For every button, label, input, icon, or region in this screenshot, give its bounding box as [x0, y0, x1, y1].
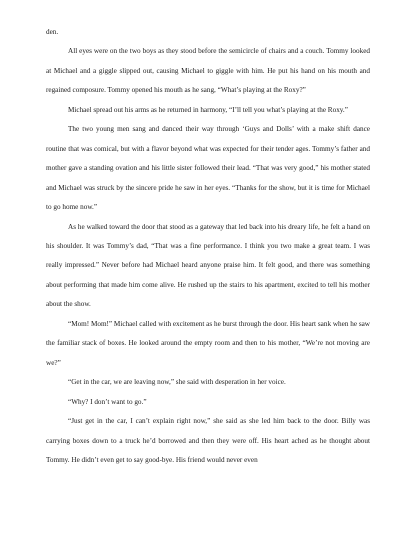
paragraph-continuation: den. — [46, 28, 59, 36]
paragraph: The two young men sang and danced their way through ‘Guys and Dolls’ with a make shift dance routine that was comical, but with a flavor beyond what was expected for their tender ages. Tommy’s father and mother gave a standing ovation and his little sister followed their lead. “That was very good,” his mother stated and Michael was struck by the sincere pride he saw in her eyes. “Thanks for the show, but it is time for Michael to go home now.” — [46, 125, 370, 212]
paragraph: As he walked toward the door that stood as a gateway that led back into his dreary life, he felt a hand on his shoulder. It was Tommy’s dad, “That was a fine performance. I think you two make a great team. I was really impressed.” Never before had Michael heard anyone praise him. It felt good, and there was something about performing that made him come alive. He rushed up the stairs to his apartment, excited to tell his mother about the show. — [46, 222, 370, 309]
paragraph: “Just get in the car, I can’t explain right now,” she said as she led him back to the door. Billy was carrying boxes down to a truck he’d borrowed and then they were off. His heart ached as he thought about Tommy. He didn’t even get to say good-bye. His friend would never even — [46, 417, 370, 464]
body-text — [46, 23, 370, 470]
paragraph: All eyes were on the two boys as they stood before the semicircle of chairs and a couch. Tommy looked at Michael and a giggle slipped out, causing Michael to giggle with him. He put his hand on his mouth and regained composure. Tommy opened his mouth as he sang, “What’s playing at the Roxy?” — [46, 47, 370, 95]
paragraph: Michael spread out his arms as he returned in harmony, “I’ll tell you what’s playing at the Roxy.” — [68, 105, 348, 114]
paragraph: “Why? I don’t want to go.” — [68, 397, 147, 406]
paragraph: “Get in the car, we are leaving now,” she said with desperation in her voice. — [68, 378, 286, 387]
paragraph: “Mom! Mom!” Michael called with excitement as he burst through the door. His heart sank when he saw the familiar stack of boxes. He looked around the empty room and then to his mother, “We’re not moving are we?” — [46, 319, 370, 367]
